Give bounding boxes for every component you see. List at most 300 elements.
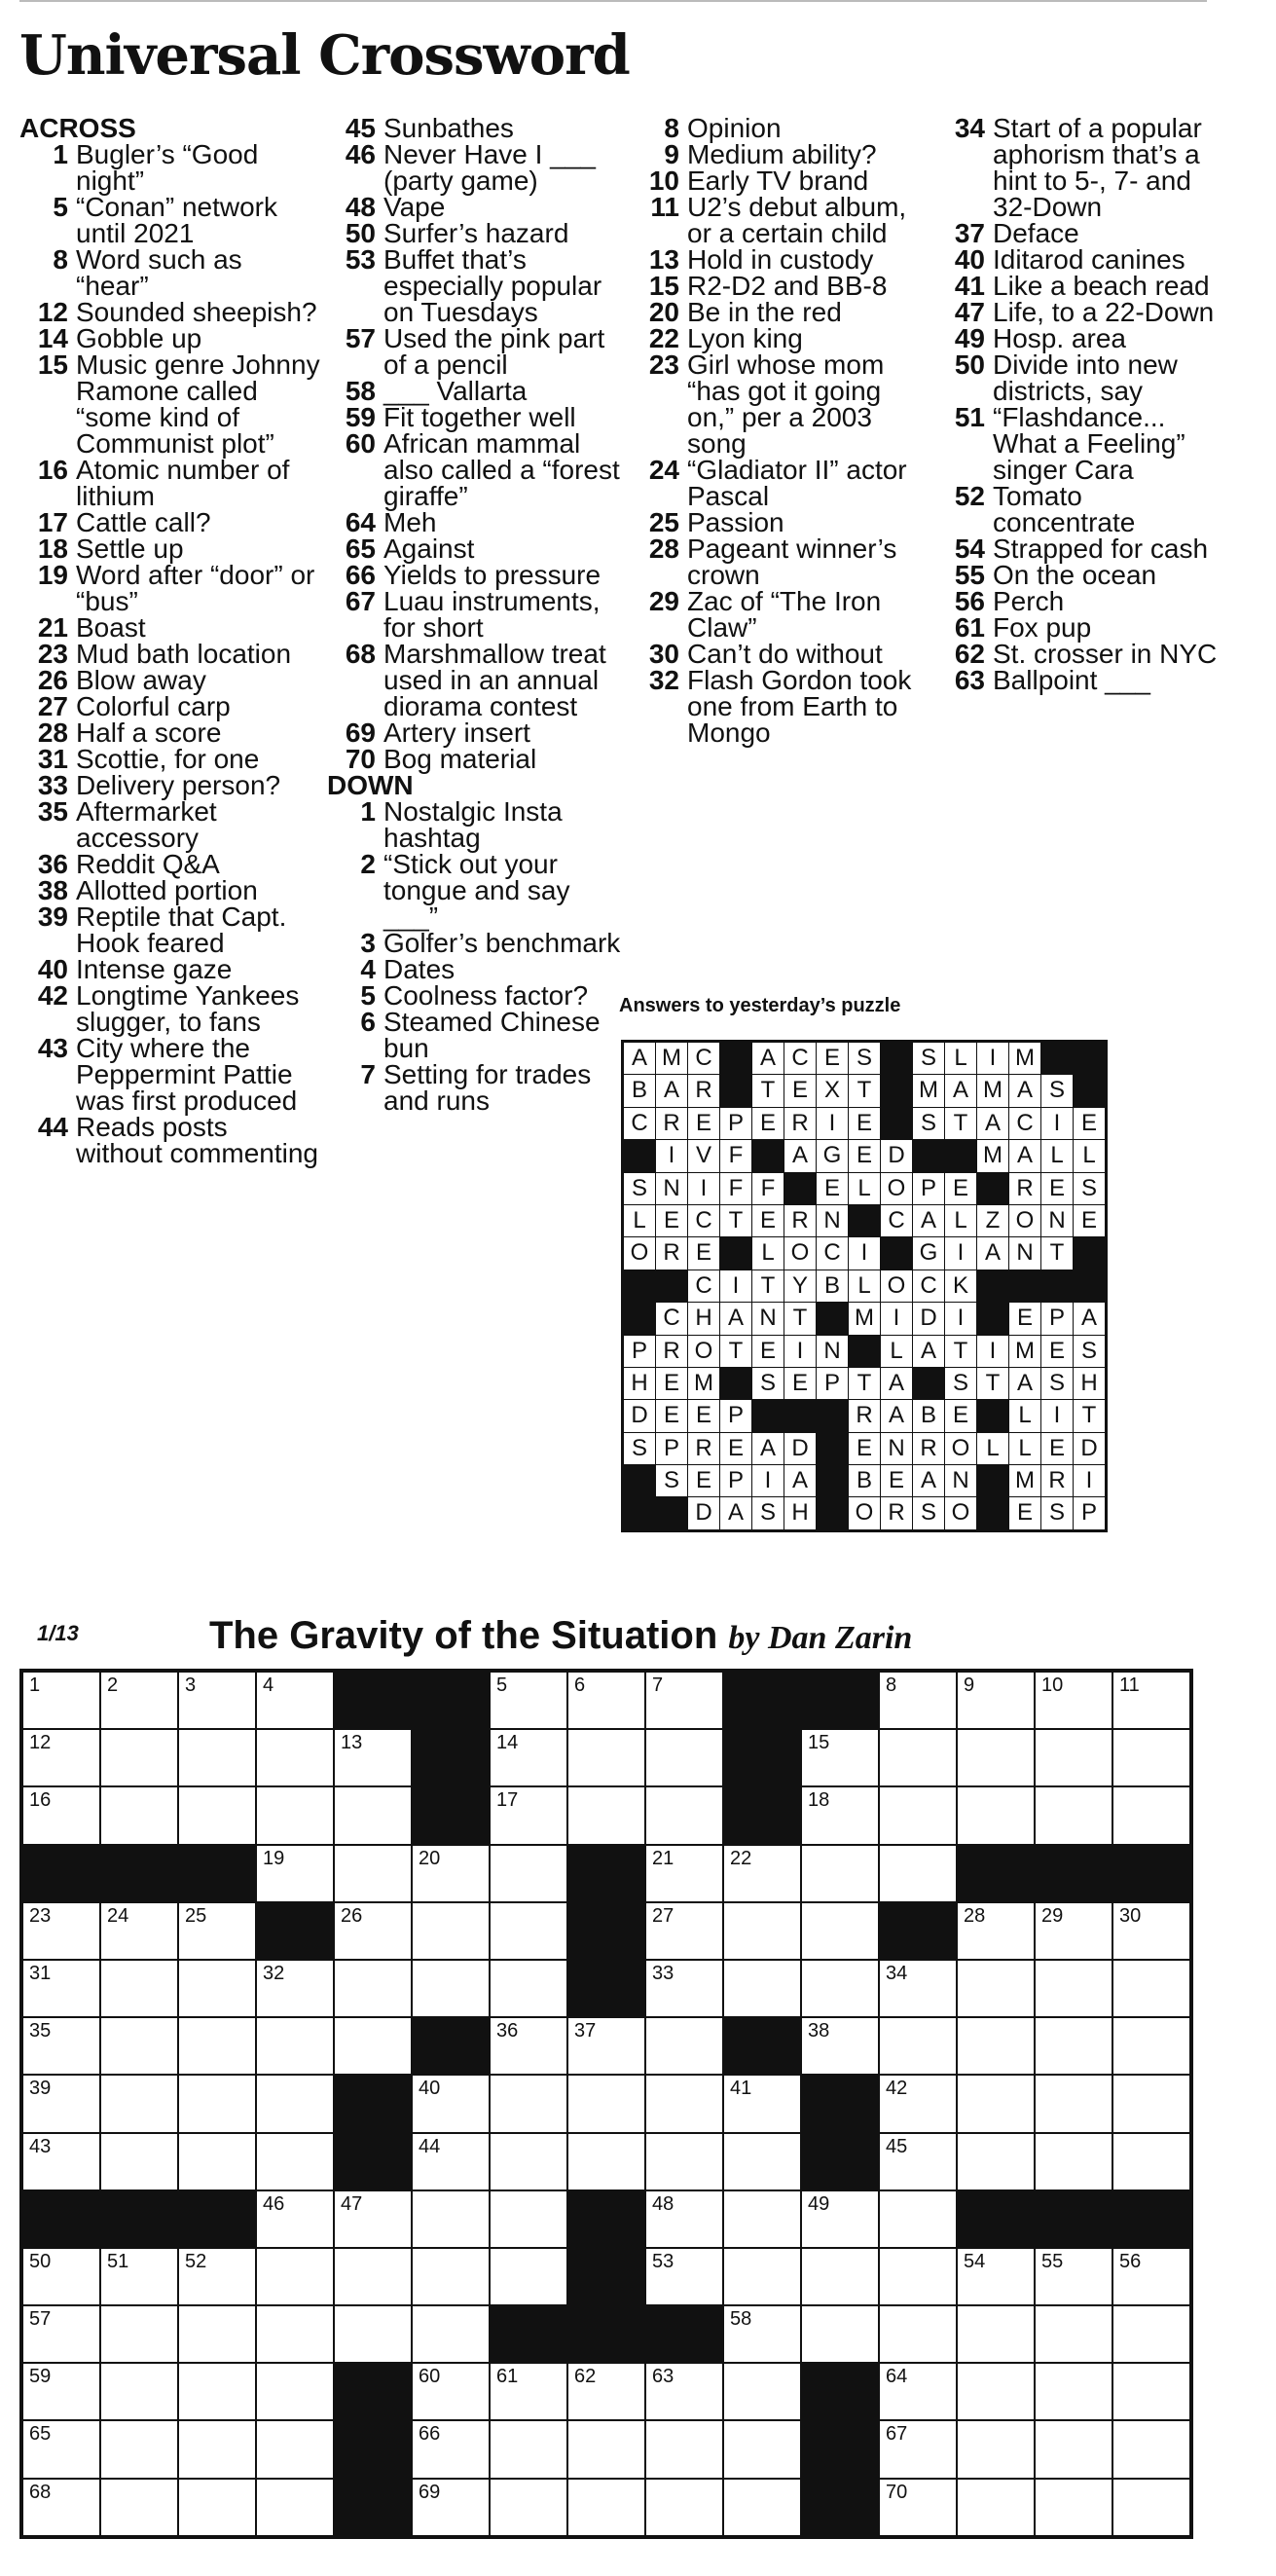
grid-cell[interactable]: [101, 2134, 177, 2190]
clue-text: U2’s debut album, or a certain child: [687, 192, 907, 248]
grid-cell[interactable]: [335, 2306, 411, 2362]
grid-cell[interactable]: [23, 1903, 99, 1959]
grid-cell[interactable]: [491, 2480, 566, 2535]
grid-cell[interactable]: [646, 2364, 722, 2419]
grid-cell[interactable]: [880, 2134, 956, 2190]
grid-cell[interactable]: [958, 2421, 1034, 2477]
grid-cell[interactable]: [1113, 2421, 1189, 2477]
grid-cell[interactable]: [802, 1846, 878, 1901]
grid-cell[interactable]: [724, 2421, 800, 2477]
grid-cell[interactable]: [335, 1961, 411, 2016]
grid-cell[interactable]: [23, 2076, 99, 2131]
grid-cell[interactable]: [1036, 1730, 1112, 1785]
grid-cell[interactable]: [724, 2076, 800, 2131]
answer-cell: D: [1074, 1433, 1105, 1464]
answer-cell: A: [977, 1237, 1008, 1269]
grid-cell[interactable]: [179, 2306, 255, 2362]
answer-cell: O: [784, 1237, 816, 1269]
grid-cell[interactable]: [491, 1846, 566, 1901]
answer-cell: E: [688, 1465, 719, 1496]
grid-cell[interactable]: [1113, 2364, 1189, 2419]
grid-cell[interactable]: [23, 2134, 99, 2190]
grid-cell[interactable]: [802, 1787, 878, 1843]
answer-cell: E: [752, 1108, 784, 1139]
cell-number: 66: [419, 2423, 441, 2446]
grid-cell[interactable]: [101, 1961, 177, 2016]
grid-cell[interactable]: [101, 1903, 177, 1959]
grid-cell[interactable]: [23, 2480, 99, 2535]
grid-cell[interactable]: [491, 2134, 566, 2190]
grid-cell[interactable]: [568, 1730, 644, 1785]
answer-cell: I: [1041, 1108, 1073, 1139]
across-clue-70: [327, 746, 624, 772]
answer-cell: E: [817, 1043, 848, 1074]
grid-cell[interactable]: [257, 1673, 333, 1728]
grid-cell[interactable]: [413, 1961, 489, 2016]
grid-cell[interactable]: [958, 2134, 1034, 2190]
cell-number: 55: [1041, 2250, 1064, 2272]
grid-cell[interactable]: [335, 1730, 411, 1785]
grid-cell[interactable]: [257, 1730, 333, 1785]
answer-cell: T: [784, 1303, 816, 1334]
grid-cell[interactable]: [724, 2249, 800, 2304]
grid-cell[interactable]: [646, 1787, 722, 1843]
grid-cell[interactable]: [257, 2134, 333, 2190]
cell-number: 42: [886, 2078, 908, 2100]
grid-cell[interactable]: [568, 2421, 644, 2477]
down-clue-7: [327, 1061, 624, 1114]
grid-cell[interactable]: [179, 1730, 255, 1785]
grid-cell[interactable]: [880, 2018, 956, 2074]
answer-cell: N: [1009, 1237, 1040, 1269]
clue-number: 16: [37, 455, 68, 485]
grid-cell[interactable]: [1113, 1961, 1189, 2016]
down-clue-8: [631, 115, 932, 141]
grid-cell[interactable]: [413, 1903, 489, 1959]
grid-cell[interactable]: [257, 1961, 333, 2016]
across-clue-35: [19, 798, 321, 851]
answer-black-square: [817, 1303, 848, 1334]
down-clue-10: [631, 167, 932, 194]
grid-cell[interactable]: [724, 2364, 800, 2419]
grid-cell[interactable]: [724, 1903, 800, 1959]
answer-cell: E: [1009, 1303, 1040, 1334]
grid-cell[interactable]: [880, 2076, 956, 2131]
black-square: [335, 2134, 411, 2190]
grid-cell[interactable]: [958, 2306, 1034, 2362]
grid-cell[interactable]: [1113, 1787, 1189, 1843]
clue-number: 4: [360, 954, 376, 984]
down-clue-22: [631, 325, 932, 351]
answer-black-square: [1074, 1270, 1105, 1302]
down-clue-5: [327, 982, 624, 1009]
grid-cell[interactable]: [802, 2249, 878, 2304]
across-clue-17: [19, 509, 321, 535]
clue-text: Yields to pressure: [383, 560, 602, 590]
cell-number: 5: [496, 1674, 508, 1696]
across-clue-21: [19, 614, 321, 641]
grid-cell[interactable]: [179, 2018, 255, 2074]
grid-cell[interactable]: [1036, 1961, 1112, 2016]
grid-cell[interactable]: [179, 2364, 255, 2419]
grid-cell[interactable]: [646, 1961, 722, 2016]
grid-cell[interactable]: [724, 2134, 800, 2190]
grid-cell[interactable]: [568, 2480, 644, 2535]
clue-column-3: [631, 115, 932, 746]
grid-cell[interactable]: [568, 2364, 644, 2419]
cell-number: 63: [652, 2366, 674, 2388]
grid-cell[interactable]: [101, 1730, 177, 1785]
grid-cell[interactable]: [179, 2134, 255, 2190]
grid-cell[interactable]: [23, 2018, 99, 2074]
grid-cell[interactable]: [179, 1903, 255, 1959]
answer-cell: S: [913, 1043, 944, 1074]
grid-cell[interactable]: [1036, 1673, 1112, 1728]
clue-number: 70: [345, 744, 376, 774]
grid-cell[interactable]: [880, 2421, 956, 2477]
grid-cell[interactable]: [1113, 2076, 1189, 2131]
grid-cell[interactable]: [179, 2421, 255, 2477]
clue-number: 9: [664, 139, 679, 169]
grid-cell[interactable]: [257, 2249, 333, 2304]
grid-cell[interactable]: [101, 1787, 177, 1843]
answer-black-square: [817, 1433, 848, 1464]
answer-cell: H: [624, 1368, 655, 1399]
cell-number: 19: [263, 1847, 285, 1869]
grid-cell[interactable]: [802, 2306, 878, 2362]
grid-cell[interactable]: [646, 2076, 722, 2131]
grid-cell[interactable]: [413, 2364, 489, 2419]
grid-cell[interactable]: [958, 2076, 1034, 2131]
grid-cell[interactable]: [958, 1961, 1034, 2016]
answer-cell: E: [849, 1140, 880, 1171]
grid-cell[interactable]: [101, 2306, 177, 2362]
grid-cell[interactable]: [1113, 1673, 1189, 1728]
grid-cell[interactable]: [491, 2249, 566, 2304]
down-clue-52: [936, 483, 1228, 535]
grid-cell[interactable]: [257, 2018, 333, 2074]
clue-number: 54: [954, 534, 985, 564]
grid-cell[interactable]: [413, 2134, 489, 2190]
grid-cell[interactable]: [491, 1787, 566, 1843]
black-square: [802, 2480, 878, 2535]
grid-cell[interactable]: [646, 2191, 722, 2247]
grid-cell[interactable]: [491, 1673, 566, 1728]
grid-cell[interactable]: [179, 2249, 255, 2304]
grid-cell[interactable]: [257, 2306, 333, 2362]
down-clue-49: [936, 325, 1228, 351]
answer-cell: E: [849, 1108, 880, 1139]
answer-cell: E: [1041, 1173, 1073, 1204]
grid-cell[interactable]: [802, 1903, 878, 1959]
grid-cell[interactable]: [880, 2364, 956, 2419]
grid-cell[interactable]: [179, 2480, 255, 2535]
grid-cell[interactable]: [568, 1673, 644, 1728]
grid-cell[interactable]: [335, 2249, 411, 2304]
grid-cell[interactable]: [23, 1961, 99, 2016]
grid-cell[interactable]: [413, 2076, 489, 2131]
grid-cell[interactable]: [646, 1903, 722, 1959]
answer-cell: E: [1074, 1108, 1105, 1139]
across-clue-58: [327, 378, 624, 404]
grid-cell[interactable]: [413, 2191, 489, 2247]
grid-cell[interactable]: [179, 1673, 255, 1728]
cell-number: 35: [29, 2020, 52, 2042]
grid-cell[interactable]: [101, 2364, 177, 2419]
grid-cell[interactable]: [413, 1846, 489, 1901]
grid-cell[interactable]: [958, 2480, 1034, 2535]
grid-cell[interactable]: [23, 2364, 99, 2419]
grid-cell[interactable]: [413, 2480, 489, 2535]
cell-number: 8: [886, 1674, 897, 1696]
clue-number: 39: [37, 902, 68, 932]
grid-cell[interactable]: [413, 2306, 489, 2362]
grid-cell[interactable]: [646, 1673, 722, 1728]
clue-text: African mammal also called a “forest giraffe”: [383, 428, 620, 511]
grid-cell[interactable]: [646, 2480, 722, 2535]
grid-cell[interactable]: [724, 1846, 800, 1901]
page-title: Universal Crossword: [19, 23, 630, 88]
answer-cell: M: [977, 1140, 1008, 1171]
grid-cell[interactable]: [491, 2364, 566, 2419]
grid-cell[interactable]: [491, 2421, 566, 2477]
clue-column-4: [936, 115, 1228, 693]
grid-cell[interactable]: [179, 1787, 255, 1843]
grid-cell[interactable]: [724, 2191, 800, 2247]
grid-cell[interactable]: [568, 1787, 644, 1843]
clue-number: 46: [345, 139, 376, 169]
cell-number: 22: [730, 1847, 752, 1869]
answer-black-square: [1074, 1237, 1105, 1269]
grid-cell[interactable]: [958, 1787, 1034, 1843]
clue-text: Gobble up: [76, 323, 202, 353]
grid-cell[interactable]: [101, 2076, 177, 2131]
clue-text: Buffet that’s especially popular on Tuesdays: [383, 244, 602, 327]
grid-cell[interactable]: [880, 2306, 956, 2362]
answer-cell: M: [849, 1303, 880, 1334]
answer-cell: H: [1074, 1368, 1105, 1399]
grid-cell[interactable]: [491, 1961, 566, 2016]
cell-number: 29: [1041, 1904, 1064, 1927]
grid-cell[interactable]: [1036, 2134, 1112, 2190]
answer-cell: T: [945, 1108, 976, 1139]
grid-cell[interactable]: [335, 2191, 411, 2247]
answer-cell: I: [977, 1336, 1008, 1367]
cell-number: 31: [29, 1962, 52, 1984]
grid-cell[interactable]: [1036, 2249, 1112, 2304]
grid-cell[interactable]: [1036, 2364, 1112, 2419]
grid-cell[interactable]: [880, 1673, 956, 1728]
grid-cell[interactable]: [335, 1846, 411, 1901]
grid-cell[interactable]: [646, 1730, 722, 1785]
down-clue-63: [936, 667, 1228, 693]
grid-cell[interactable]: [101, 2480, 177, 2535]
grid-cell[interactable]: [23, 2306, 99, 2362]
grid-cell[interactable]: [335, 1787, 411, 1843]
grid-cell[interactable]: [257, 2480, 333, 2535]
grid-cell[interactable]: [1036, 1903, 1112, 1959]
grid-cell[interactable]: [413, 2421, 489, 2477]
grid-cell[interactable]: [179, 2076, 255, 2131]
grid-cell[interactable]: [880, 2249, 956, 2304]
grid-cell[interactable]: [1036, 2076, 1112, 2131]
grid-cell[interactable]: [335, 2018, 411, 2074]
grid-cell[interactable]: [179, 1961, 255, 2016]
clue-text: Bugler’s “Good night”: [76, 139, 259, 196]
grid-cell[interactable]: [257, 1846, 333, 1901]
black-square: [1113, 1846, 1189, 1901]
grid-cell[interactable]: [1113, 2306, 1189, 2362]
across-clue-43: [19, 1035, 321, 1114]
grid-cell[interactable]: [101, 2249, 177, 2304]
grid-cell[interactable]: [724, 2306, 800, 2362]
grid-cell[interactable]: [1036, 2421, 1112, 2477]
clue-number: 29: [648, 586, 679, 616]
grid-cell[interactable]: [1113, 1730, 1189, 1785]
grid-cell[interactable]: [646, 2421, 722, 2477]
down-clue-3: [327, 930, 624, 956]
cell-number: 44: [419, 2135, 441, 2157]
grid-cell[interactable]: [257, 2076, 333, 2131]
grid-cell[interactable]: [101, 2421, 177, 2477]
grid-cell[interactable]: [958, 2364, 1034, 2419]
grid-cell[interactable]: [802, 1961, 878, 2016]
grid-cell[interactable]: [491, 1903, 566, 1959]
grid-cell[interactable]: [257, 1787, 333, 1843]
grid-cell[interactable]: [958, 1673, 1034, 1728]
answer-cell: O: [1009, 1205, 1040, 1236]
answer-cell: M: [688, 1368, 719, 1399]
grid-cell[interactable]: [1113, 2480, 1189, 2535]
down-clue-32: [631, 667, 932, 746]
grid-cell[interactable]: [1036, 2018, 1112, 2074]
grid-cell[interactable]: [958, 1903, 1034, 1959]
answer-cell: C: [688, 1205, 719, 1236]
grid-cell[interactable]: [1113, 2134, 1189, 2190]
grid-cell[interactable]: [568, 2076, 644, 2131]
answer-cell: A: [720, 1303, 751, 1334]
grid-cell[interactable]: [646, 2249, 722, 2304]
across-clue-16: [19, 457, 321, 509]
grid-cell[interactable]: [257, 2191, 333, 2247]
grid-cell[interactable]: [880, 1787, 956, 1843]
grid-cell[interactable]: [802, 1730, 878, 1785]
down-clue-4: [327, 956, 624, 982]
answer-cell: M: [1009, 1465, 1040, 1496]
grid-cell[interactable]: [491, 2191, 566, 2247]
grid-cell[interactable]: [646, 2134, 722, 2190]
answer-cell: S: [624, 1173, 655, 1204]
grid-cell[interactable]: [880, 1846, 956, 1901]
grid-cell[interactable]: [101, 2018, 177, 2074]
answer-cell: I: [1041, 1400, 1073, 1431]
grid-cell[interactable]: [491, 2076, 566, 2131]
grid-cell[interactable]: [1113, 1903, 1189, 1959]
cell-number: 37: [574, 2020, 597, 2042]
down-clue-54: [936, 535, 1228, 562]
cell-number: 47: [341, 2192, 363, 2215]
answer-cell: S: [1041, 1497, 1073, 1528]
across-clue-list: [19, 141, 321, 1166]
black-square: [880, 1903, 956, 1959]
grid-cell[interactable]: [802, 2191, 878, 2247]
down-clue-41: [936, 273, 1228, 299]
grid-cell[interactable]: [958, 1730, 1034, 1785]
grid-cell[interactable]: [101, 1673, 177, 1728]
grid-cell[interactable]: [413, 2249, 489, 2304]
clue-number: 13: [648, 244, 679, 275]
grid-cell[interactable]: [724, 2480, 800, 2535]
grid-cell[interactable]: [568, 2134, 644, 2190]
answer-cell: P: [720, 1400, 751, 1431]
clue-number: 25: [648, 507, 679, 537]
answer-cell: D: [624, 1400, 655, 1431]
clue-text: Against: [383, 534, 475, 564]
grid-cell[interactable]: [568, 2018, 644, 2074]
clue-text: R2-D2 and BB-8: [687, 271, 888, 301]
black-square: [568, 2306, 644, 2362]
answer-cell: S: [624, 1433, 655, 1464]
clue-text: “Stick out your tongue and say ___”: [383, 849, 570, 932]
grid-cell[interactable]: [1036, 2306, 1112, 2362]
answer-black-square: [881, 1237, 912, 1269]
grid-cell[interactable]: [1036, 1787, 1112, 1843]
answer-cell: R: [913, 1433, 944, 1464]
answer-cell: A: [913, 1336, 944, 1367]
grid-cell[interactable]: [257, 2421, 333, 2477]
cell-number: 36: [496, 2020, 519, 2042]
grid-cell[interactable]: [958, 2018, 1034, 2074]
answer-cell: A: [784, 1465, 816, 1496]
grid-cell[interactable]: [1113, 2249, 1189, 2304]
grid-cell[interactable]: [958, 2249, 1034, 2304]
clue-text: Zac of “The Iron Claw”: [687, 586, 882, 643]
grid-cell[interactable]: [880, 1730, 956, 1785]
grid-cell[interactable]: [23, 2249, 99, 2304]
answer-cell: B: [849, 1465, 880, 1496]
grid-cell[interactable]: [646, 1846, 722, 1901]
grid-cell[interactable]: [880, 2480, 956, 2535]
answer-cell: Z: [977, 1205, 1008, 1236]
clue-number: 32: [648, 665, 679, 695]
answer-cell: T: [945, 1336, 976, 1367]
black-square: [335, 2421, 411, 2477]
grid-cell[interactable]: [646, 2018, 722, 2074]
across-clue-45: [327, 115, 624, 141]
grid-cell[interactable]: [23, 1787, 99, 1843]
clue-text: Word after “door” or “bus”: [76, 560, 315, 616]
grid-cell[interactable]: [880, 1961, 956, 2016]
answer-cell: F: [720, 1140, 751, 1171]
grid-cell[interactable]: [491, 2018, 566, 2074]
clue-number: 35: [37, 796, 68, 827]
clue-number: 53: [345, 244, 376, 275]
grid-cell[interactable]: [23, 1730, 99, 1785]
grid-cell[interactable]: [880, 2191, 956, 2247]
grid-cell[interactable]: [1113, 2018, 1189, 2074]
black-square: [1113, 2191, 1189, 2247]
answer-cell: T: [720, 1336, 751, 1367]
grid-cell[interactable]: [724, 1961, 800, 2016]
grid-cell[interactable]: [1036, 2480, 1112, 2535]
grid-cell[interactable]: [335, 1903, 411, 1959]
grid-cell[interactable]: [491, 1730, 566, 1785]
grid-cell[interactable]: [257, 2364, 333, 2419]
grid-cell[interactable]: [23, 2421, 99, 2477]
grid-cell[interactable]: [23, 1673, 99, 1728]
answer-cell: R: [1009, 1173, 1040, 1204]
grid-cell[interactable]: [802, 2018, 878, 2074]
